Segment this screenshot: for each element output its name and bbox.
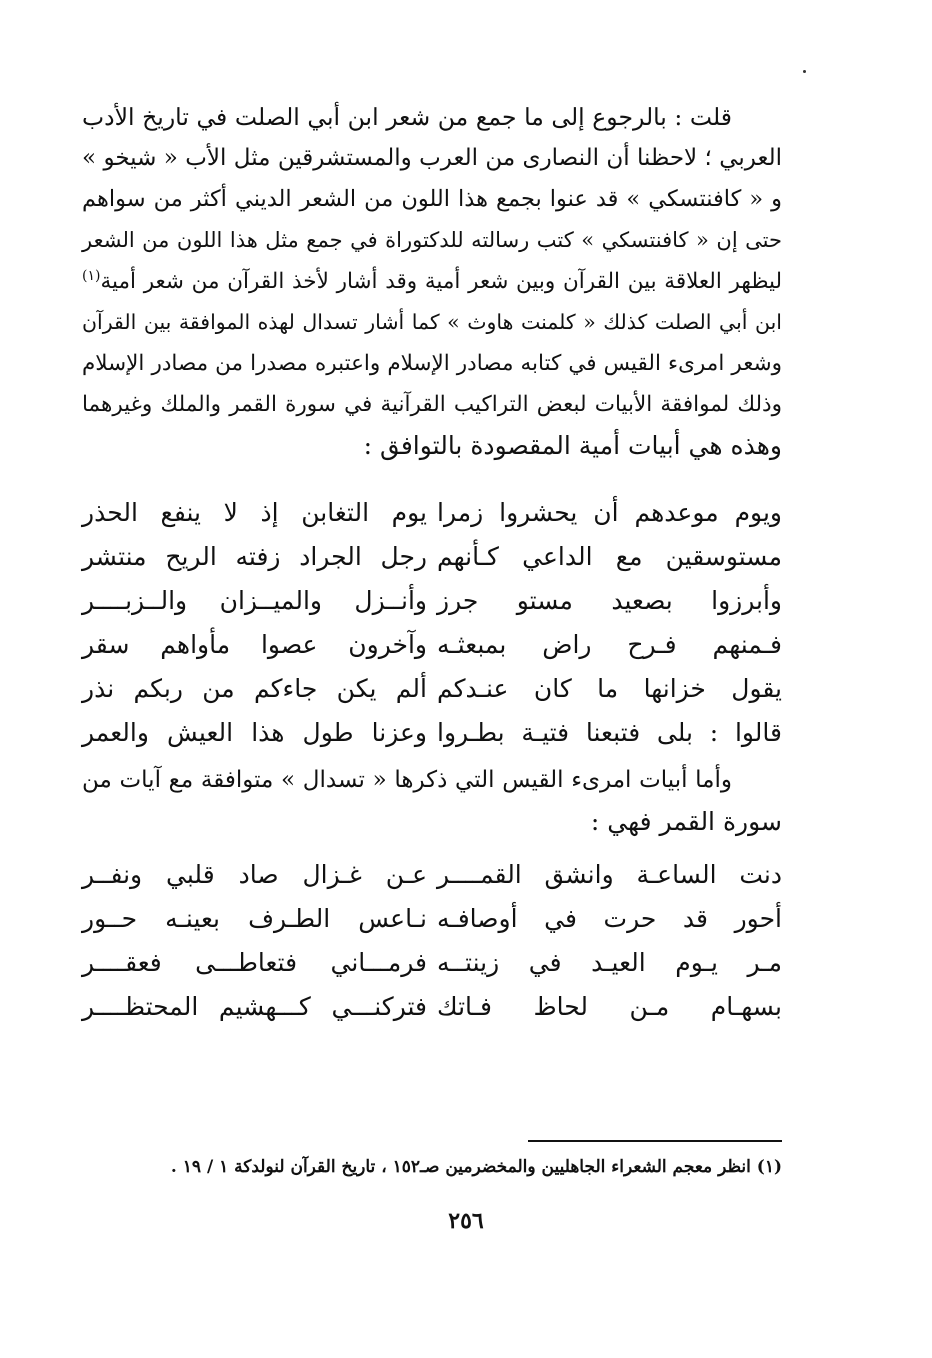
verse: [82, 940, 782, 984]
paragraph-2-line: سورة القمر فهي :: [590, 807, 782, 836]
verse: [82, 666, 782, 710]
paragraph-2-line: وأما أبيات امرىء القيس التي ذكرها « تسدال » متوافقة مع آيات من: [82, 767, 732, 793]
verse: [82, 852, 782, 896]
paragraph-1-line: ابن أبي الصلت كذلك « كلمنت هاوث » كما أشار تسدال لهذه الموافقة بين القرآن: [82, 310, 782, 334]
verse-second-hemistich: فتركنـــي كـــهشيم المحتظــــر: [82, 991, 427, 1021]
verse-first-hemistich: ويوم موعدهم أن يحشروا زمرا: [437, 497, 782, 527]
verse-first-hemistich: دنت الساعـة وانشق القمــــر: [437, 859, 782, 889]
verse-second-hemistich: وعزنا طول هذا العيش والعمر: [82, 717, 427, 747]
verse: [82, 984, 782, 1028]
verse-second-hemistich: نـاعس الطـرف بعينـه حــور: [82, 903, 427, 933]
paragraph-1: [82, 97, 782, 466]
paragraph-1-line: و « كافنتسكي » قد عنوا بجمع هذا اللون من الشعر الديني أكثر من سواهم: [82, 186, 782, 212]
verse-second-hemistich: وآخرون عصوا مأواهم سقر: [82, 629, 427, 659]
verse-first-hemistich: قالوا : بلى فتبعنا فتيـة بطـروا: [437, 717, 782, 747]
verse-second-hemistich: وأنــزل والميــزان والــزبــــر: [82, 585, 427, 615]
paragraph-1-line: وذلك لموافقة الأبيات لبعض التراكيب القرآنية في سورة القمر والملك وغيرهما: [82, 392, 782, 417]
verse: [82, 534, 782, 578]
footnote-marker: (١): [82, 267, 101, 284]
verse-first-hemistich: يقول خزانها ما كان عنـدكم: [437, 673, 782, 703]
paragraph-2: [82, 760, 782, 842]
verse: [82, 490, 782, 534]
page-number: ٢٥٦: [448, 1208, 484, 1234]
verse-second-hemistich: رجل الجراد زفته الريح منتشر: [82, 541, 427, 571]
paragraph-1-line: حتى إن « كافنتسكي » كتب رسالته للدكتوراة في جمع مثل هذا اللون من الشعر: [82, 228, 782, 252]
verse-first-hemistich: مستوسقين مع الداعي كـأنهم: [437, 541, 782, 571]
paragraph-1-line: قلت : بالرجوع إلى ما جمع من شعر ابن أبي الصلت في تاريخ الأدب: [82, 103, 732, 131]
verse-second-hemistich: عـن غـزال صاد قلبي ونفــر: [82, 859, 427, 889]
umayya-verses: [82, 490, 782, 754]
verse-second-hemistich: فرمـــاني فتعاطـــى فعقــــر: [82, 947, 427, 977]
verse: [82, 710, 782, 754]
verse-first-hemistich: مـر يـوم العيـد في زينتــه: [437, 947, 782, 977]
verse: [82, 896, 782, 940]
verse-first-hemistich: فـمنهم فـرح راض بمبعثـه: [437, 629, 782, 659]
footnote-rule: [528, 1140, 782, 1142]
paragraph-1-line: وهذه هي أبيات أمية المقصودة بالتوافق :: [363, 431, 782, 460]
paragraph-1-line: [82, 261, 782, 302]
verse-second-hemistich: ألم يكن جاءكم من ربكم نذر: [82, 673, 427, 703]
paragraph-1-line-text: ليظهر العلاقة بين القرآن وبين شعر أمية وقد أشار لأخذ القرآن من شعر أمية: [100, 269, 782, 294]
verse: [82, 622, 782, 666]
paragraph-1-line: العربي ؛ لاحظنا أن النصارى من العرب والمستشرقين مثل الأب « شيخو »: [82, 145, 782, 171]
verse-first-hemistich: بسهـام مـن لحاظ فـاتك: [437, 991, 782, 1021]
verse: [82, 578, 782, 622]
paragraph-1-line: وشعر امرىء القيس في كتابه مصادر الإسلام واعتبره مصدرا من مصادر الإسلام: [82, 351, 782, 376]
speck: [803, 70, 806, 73]
verse-first-hemistich: أحور قد حرت في أوصافـه: [437, 903, 782, 933]
footnote: (١) انظر معجم الشعراء الجاهليين والمخضرمين صـ١٥٢ ، تاريخ القرآن لنولدكة ١ / ١٩ .: [170, 1157, 782, 1177]
imru-al-qais-verses: [82, 852, 782, 1028]
verse-first-hemistich: وأبرزوا بصعيد مستو جرز: [437, 585, 782, 615]
verse-second-hemistich: يوم التغابن إذ لا ينفع الحذر: [82, 497, 427, 527]
